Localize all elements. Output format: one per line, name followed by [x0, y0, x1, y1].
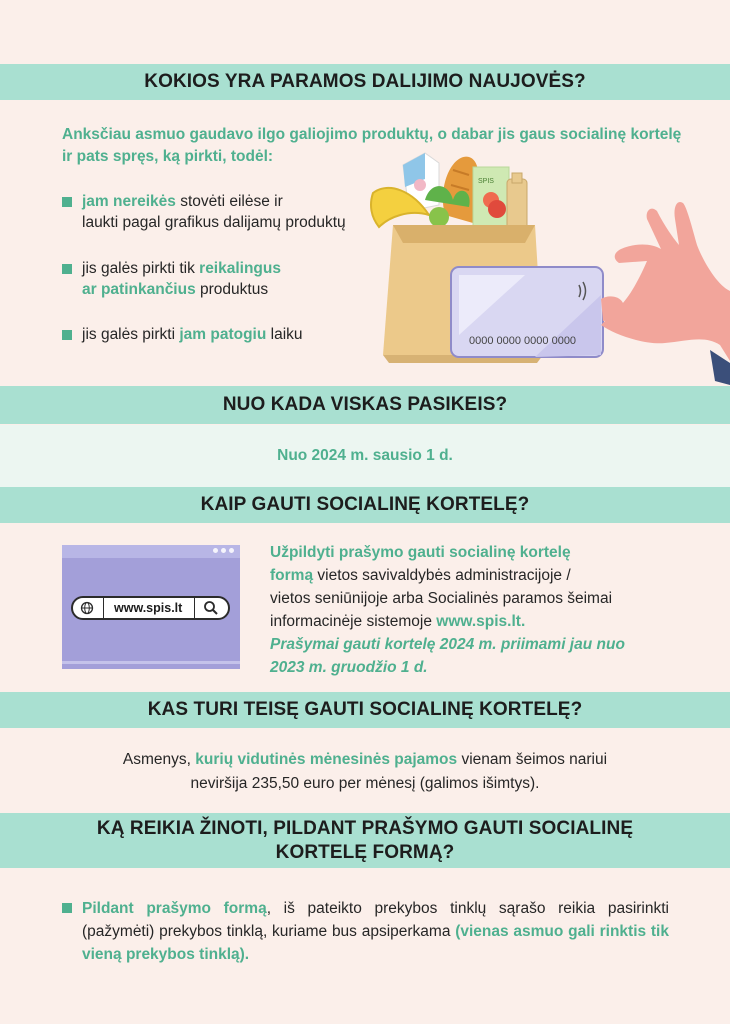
- svg-text:SPIS: SPIS: [478, 178, 494, 185]
- card-number: 0000 0000 0000 0000: [469, 335, 577, 347]
- section-heading-eligibility: [0, 692, 730, 728]
- tomato-icon: [488, 200, 506, 218]
- search-icon: [203, 600, 219, 616]
- hand-icon: [601, 202, 730, 385]
- bullet-needed-products: jis galės pirkti tik reikalingus ar patinkančius produktus: [62, 258, 362, 300]
- eligibility-paragraph: Asmenys, kurių vidutinės mėnesinės pajamos vienam šeimos nariui neviršija 235,50 euro per mėnesį (galimos išimtys).: [122, 751, 608, 792]
- browser-footer: [62, 661, 240, 669]
- url-text: www.spis.lt: [103, 598, 195, 618]
- bullet-square-icon: [62, 197, 72, 207]
- bullet-square-icon: [62, 903, 72, 913]
- section-heading-news: [0, 64, 730, 100]
- intro-text: Anksčiau asmuo gaudavo ilgo galiojimo produktų, o dabar jis gaus socialinę kortelę ir pats spręs, ką pirkti, todėl:: [62, 126, 682, 165]
- section-heading-what-to-know: [0, 813, 730, 868]
- heading-text: NUO KADA VISKAS PASIKEIS?: [222, 394, 508, 415]
- bullet-square-icon: [62, 264, 72, 274]
- bullet-no-queue: jam nereikės stovėti eilėse ir laukti pagal grafikus dalijamų produktų: [62, 191, 392, 233]
- social-card-icon: [451, 267, 603, 357]
- section-heading-when: [0, 386, 730, 424]
- juice-box-icon: [473, 167, 509, 227]
- heading-text-line1: KĄ REIKIA ŽINOTI, PILDANT PRAŠYMO GAUTI SOCIALINĘ: [96, 817, 634, 839]
- grocery-bag-and-card-illustration: [365, 145, 730, 405]
- apple-icon: [429, 207, 449, 227]
- heading-text: KAIP GAUTI SOCIALINĘ KORTELĘ?: [200, 494, 530, 515]
- heading-text: KOKIOS YRA PARAMOS DALIJIMO NAUJOVĖS?: [144, 71, 586, 92]
- heading-text: KAS TURI TEISĘ GAUTI SOCIALINĘ KORTELĘ?: [147, 699, 583, 720]
- spis-link[interactable]: www.spis.lt.: [436, 613, 526, 630]
- date-strip: [0, 425, 730, 487]
- wooden-utensil-icon: [507, 173, 527, 231]
- globe-icon: [80, 601, 94, 615]
- what-to-know-bullet: Pildant prašymo formą, iš pateikto prekybos tinklų sąrašo reikia pasirinkti (pažymėti) prekybos tinklą, kuriame bus apsiperkama (vienas asmuo gali rinktis tik vieną prekybos tinklą).: [62, 897, 669, 966]
- start-date: Nuo 2024 m. sausio 1 d.: [277, 447, 453, 464]
- bullet-convenient-time: jis galės pirkti jam patogiu laiku: [62, 324, 362, 345]
- bullet-square-icon: [62, 330, 72, 340]
- section-heading-how: [0, 487, 730, 523]
- url-bar: [71, 596, 230, 620]
- browser-titlebar: [62, 545, 240, 558]
- browser-window-illustration: [62, 545, 240, 669]
- heading-text-line2: KORTELĘ FORMĄ?: [275, 841, 455, 863]
- how-to-get-paragraph: Užpildyti prašymo gauti socialinę kortelę formą vietos savivaldybės administracijoje / vietos seniūnijoje arba Socialinės paramos šeimai informacinėje sistemoje www.spis.lt. Prašymai gauti kortelę 2024 m. priimami jau nuo 2023 m. gruodžio 1 d.: [270, 544, 625, 676]
